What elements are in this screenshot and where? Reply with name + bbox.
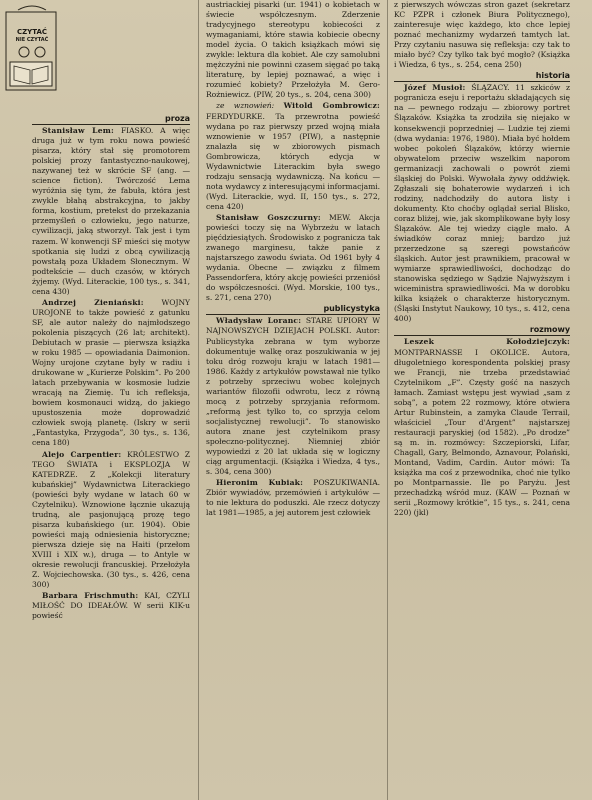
section-label-rozmowy: rozmowy [529,325,570,335]
logo-line1: CZYTAĆ [16,28,48,36]
column-divider [198,0,199,800]
review-lem [32,126,190,297]
review-musiol [394,83,570,324]
review-text: MEW. Akcja powieści toczy się na Wybrzeżu w latach pięćdziesiątych. Środowisko z pogranicza tak zwanego marginesu, także panie z najstarszego zawodu świata. Od 1961 były 4 wydania. Obecne — związku z filmem Passendorfera, który akcję powieści przeniósł do współczesności. (Wyd. Morskie, 100 tys., s. 271, cena 270) [206,212,380,303]
section-label-proza: proza [165,114,190,123]
reissue-label: ze wznowień: [216,101,275,111]
review-zieniawski [32,298,190,449]
review-text: ŚLĄZACY. 11 szkiców z pogranicza eseju i reportażu składających się na — pewnego rodzaju — zbiorowy portret Ślązaków. Książka ta zrodziła się niejako w konsekwencji poprzedniej — Ludzie tej ziemi (dwa wydania: 1976, 1980). Miała być hołdem wobec pokoleń Ślązaków, którzy wiernie obywatelom przeciw wszelkim naporom germanizacji zachowali o powrót ziemi śląskiej do Polski. Wywołała żywy oddźwięk. Zgłaszali się bohaterowie wydarzeń i ich rodziny, nadchodziły do autora listy i dokumenty. Kto choćby oglądał serial Blisko, coraz bliżej, wie, jak skomplikowane były losy Ślązaków. Ale tej wiedzy ciągle mało. A świadków coraz mniej; bardzo już przerzedzone są szeregi powstańców śląskich. Autor jest prawnikiem, pracował w wymiarze sprawiedliwości, dochodząc do stanowiska sędziego w Sądzie Najwyższym i wiceministra sprawiedliwości. Ma w dorobku kilka książek o charakterze historycznym. (Śląski Instytut Naukowy, 10 tys., s. 412, cena 400) [394,83,570,324]
review-text: z pierwszych wówczas stron gazet (sekretarz KC PZPR i członek Biura Politycznego), zainteresuje więc każdego, kto chce lepiej poznać mechanizmy wydarzeń tamtych lat. Przy czytaniu nasuwa się refleksja: czy tak to miało być? Czy tylko tak być mogło? (Książka i Wiedza, 6 tys., s. 254, cena 250) [394,0,570,70]
author-name: Alejo Carpentier: [42,449,122,459]
section-label-historia: historia [535,71,570,81]
review-kubiak-continued [394,0,570,70]
column-2 [206,0,380,800]
author-name: Witold Gombrowicz: [283,101,380,111]
review-frischmuth [32,591,190,621]
author-name: Władysław Loranc: [216,316,302,326]
review-kubiak [206,478,380,518]
review-text: KRÓLESTWO Z TEGO ŚWIATA i EKSPLOZJA W KATEDRZE. Z „Kolekcji literatury kubańskiej” Wydawnictwa Literackiego (powieści były wydane w latach 60 w Czytelniku). Wznowione łącznie ukazują trudną, ale pasjonującą prozę tego pisarza kubańskiego (ur. 1904). Obie powieści mają odniesienia historyczne; pierwsza dzieje się na Haiti (przełom XVIII i XIX w.), druga — to Antyle w okresie rewolucji francuskiej. Przełożyła Z. Wojciechowska. (30 tys., s. 426, cena 300) [32,449,190,590]
author-name: Leszek Kołodziejczyk: [404,337,570,347]
review-frischmuth-continued [206,0,380,100]
section-rule [394,335,570,336]
section-rule [206,314,380,315]
section-rule [32,124,190,125]
section-rule [394,81,570,82]
review-text: FERDYDURKE. Ta przewrotna powieść wydana po raz pierwszy przed wojną miała wznowienie w 1957 (PIW), a następnie znalazła się w zbiorowych pismach Gombrowicza, których edycja w Wydawnictwie Literackim była swego rodzaju sensacją wydawniczą. Na końcu — nota wydawcy z interesującymi informacjami. (Wyd. Literackie, wyd. II, 150 tys., s. 272, cena 420) [206,111,380,211]
author-name: Stanisław Lem: [42,126,114,135]
author-name: Andrzej Zieniański: [42,297,144,307]
review-text: austriackiej pisarki (ur. 1941) o kobietach w świecie współczesnym. Zderzenie tradycyjnego stereotypu kobiecości z wymaganiami, które stawia kobiecie obecny model życia. O takich książkach mówi się zwykle: lektura dla kobiet. Ale czy samolubni mężczyźni nie powinni czasem sięgać po taką literaturę, by lepiej poznawać, a więc i rozumieć kobiety? Przełożyła M. Gero-Rożniewicz. (PIW, 20 tys., s. 204, cena 300) [206,0,380,100]
author-name: Hieronim Kubiak: [216,478,304,488]
logo-line2: NIE CZYTAĆ [15,37,49,43]
review-text: POSZUKIWANIA. Zbiór wywiadów, przemówień i artykułów — to nie lektura do poduszki. Ale rzecz dotyczy lat 1981—1985, a jej autorem jest człowiek [206,478,380,518]
section-label-publicystyka: publicystyka [323,304,380,314]
review-goszczurny [206,213,380,303]
review-carpentier [32,450,190,591]
review-gombrowicz [206,101,380,212]
author-name: Barbara Frischmuth: [42,591,139,601]
review-text: STARE UPIORY W NAJNOWSZYCH DZIEJACH POLSKI. Autor: Publicystyka zebrana w tym wyborze dokumentuje walkę oraz poszukiwania w jej toku dróg rozwoju kraju w latach 1981—1986. Każdy z artykułów powstawał nie tylko z potrzeby sprzeciwu wobec kolejnych wariantów filozofii odwrotu, lecz z równą mocą z potrzeby sprzyjania reformom. „reformą jest tylko to, co sprzyja celom socjalistycznej rewolucji”. To stanowisko autora znane jest czytelnikom prasy społeczno-politycznej. Niemniej zbiór wypowiedzi z 20 lat układa się w logiczny ciąg argumentacji. (Książka i Wiedza, 4 tys., s. 304, cena 300) [206,316,380,477]
column-1 [32,0,190,800]
review-kolodziejczyk [394,337,570,518]
review-text: FIASKO. A więc druga już w tym roku nowa powieść pisarza, który stał się promotorem polskiej prozy fantastyczno-naukowej, nazywanej też w skrócie SF (ang. — science fiction). Twórczość Lema wyróżnia się tym, że fabuła, która jest zwykle błahą abstrakcyjna, to jakby forma, kostium, pretekst do przekazania przemyśleń o człowieku, jego naturze, cywilizacji, jaką stworzył. Tak jest i tym razem. W konwencji SF mieści się motyw spotkania się ludzi z obcą cywilizacją powstałą poza Układem Słonecznym. W podtekście — duch czasów, w których żyjemy. (Wyd. Literackie, 100 tys., s. 341, cena 430) [32,126,190,296]
column-divider [387,0,388,800]
review-text: WOJNY UROJONE to także powieść z gatunku SF, ale autor należy do najmłodszego pokolenia piszących (26 lat; architekt). Debiutach w prasie — pierwsza książka w roku 1985 — opowiadania Daimonion. Wojny urojone czytane były w radiu i drukowane w „Kurierze Polskim”. Po 200 latach przebywania w kosmosie ludzie wracają na Ziemię. Tu ich refleksja, bowiem kosmonauci widzą, do jakiego upustoszenia może doprowadzić człowiek swoją planetę. (Iskry w serii „Fantastyka, Przygoda”, 30 tys., s. 136, cena 180) [32,297,190,448]
author-name: Stanisław Goszczurny: [216,212,321,222]
review-loranc [206,316,380,477]
author-name: Józef Musioł: [404,83,466,93]
column-3 [394,0,570,800]
review-text: MONTPARNASSE I OKOLICE. Autora, długoletniego korespondenta polskiej prasy we Francji, nie trzeba przedstawiać Czytelnikom „F”. Częsty gość na naszych łamach. Zamiast wstępu jest wywiad „sam z sobą”, a potem 22 rozmowy, które otwiera Artur Rubinstein, a zamyka Claude Terrail, właściciel „Tour d'Argent” najstarszej restauracji paryskiej (od 1582). „Po drodze” są m. in. rozmówcy: Szczepiorski, Lifar, Chagall, Gary, Belmondo, Aznavour, Polański, Montand, Vadim, Cardin. Autor mówi: Ta książka ma coś z przewodnika, choć nie tylko po Montparnassie. Ile po Paryżu. Jest przechadzką wśród muz. (KAW — Poznań w serii „Rozmowy krótkie”, 15 tys., s. 241, cena 220) (jkl) [394,347,570,518]
review-text: KAI, CZYLI MIŁOŚĆ DO IDEAŁÓW. W serii KIK-u powieść [32,591,190,621]
